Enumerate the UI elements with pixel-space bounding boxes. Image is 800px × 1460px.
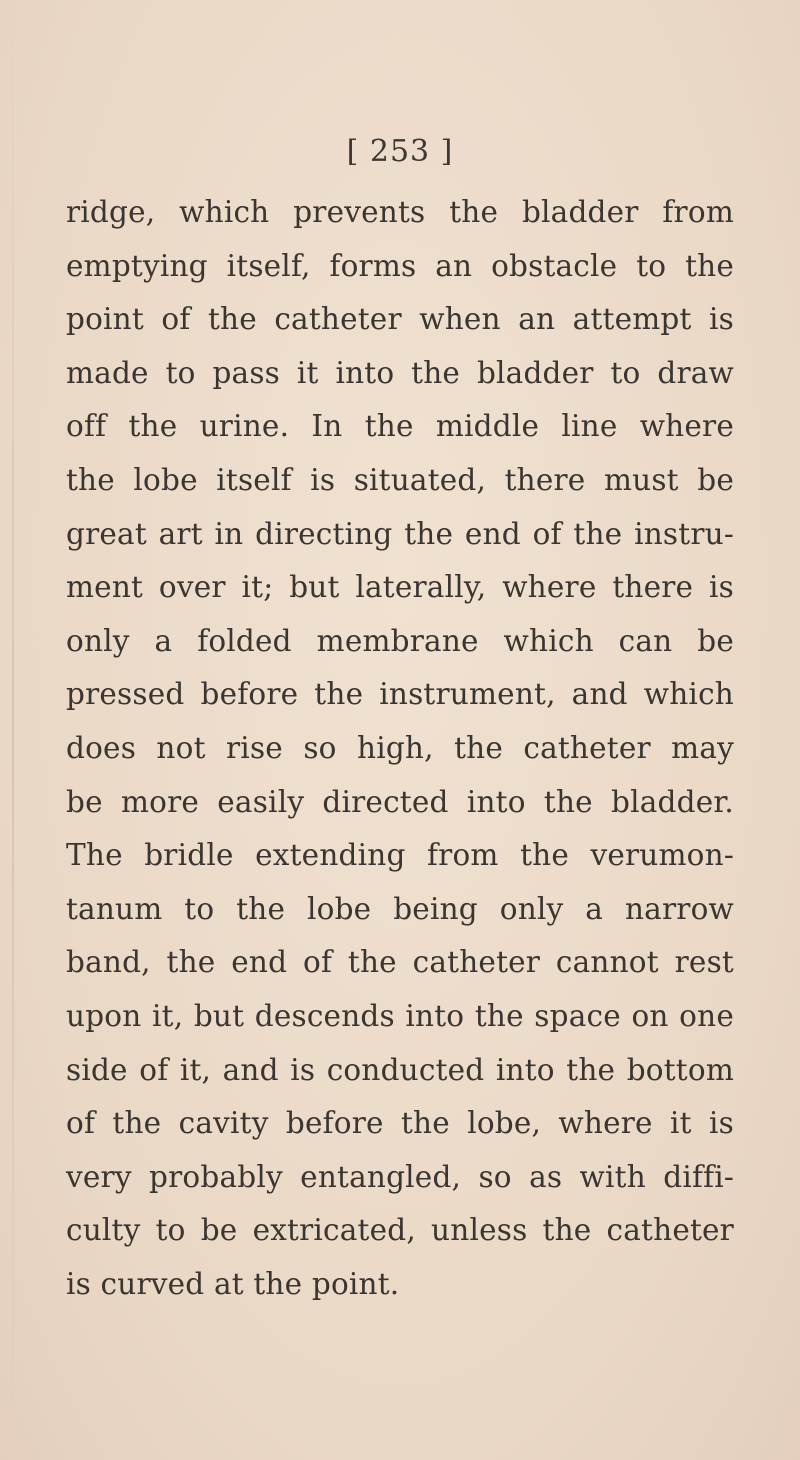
text-line: emptying itself, forms an obstacle to the <box>66 248 734 283</box>
text-line: The bridle extending from the verumon- <box>66 838 734 873</box>
text-line: band, the end of the catheter cannot rest <box>66 945 734 980</box>
page-number: [ 253 ] <box>346 134 454 169</box>
text-line: point of the catheter when an attempt is <box>66 302 734 337</box>
text-line: does not rise so high, the catheter may <box>66 730 734 765</box>
text-line: the lobe itself is situated, there must be <box>66 462 734 497</box>
text-line: only a folded membrane which can be <box>66 623 734 658</box>
page-fold-shadow <box>12 0 14 1460</box>
text-line: side of it, and is conducted into the bottom <box>66 1052 734 1087</box>
text-line: ridge, which prevents the bladder from <box>66 195 734 229</box>
text-line: upon it, but descends into the space on one <box>66 998 734 1033</box>
text-line: be more easily directed into the bladder. <box>66 784 734 819</box>
text-line: tanum to the lobe being only a narrow <box>66 891 734 926</box>
text-line: great art in directing the end of the instru- <box>66 516 734 551</box>
body-text <box>66 186 734 1311</box>
text-line: made to pass it into the bladder to draw <box>66 355 734 390</box>
text-line: off the urine. In the middle line where <box>66 409 734 444</box>
text-line: of the cavity before the lobe, where it is <box>66 1106 734 1141</box>
text-line: pressed before the instrument, and which <box>66 677 734 712</box>
text-line: very probably entangled, so as with diffi- <box>66 1159 734 1194</box>
text-line-last: is curved at the point. <box>66 1266 400 1301</box>
text-line: ment over it; but laterally, where there is <box>66 570 734 605</box>
text-line: culty to be extricated, unless the catheter <box>66 1213 734 1248</box>
